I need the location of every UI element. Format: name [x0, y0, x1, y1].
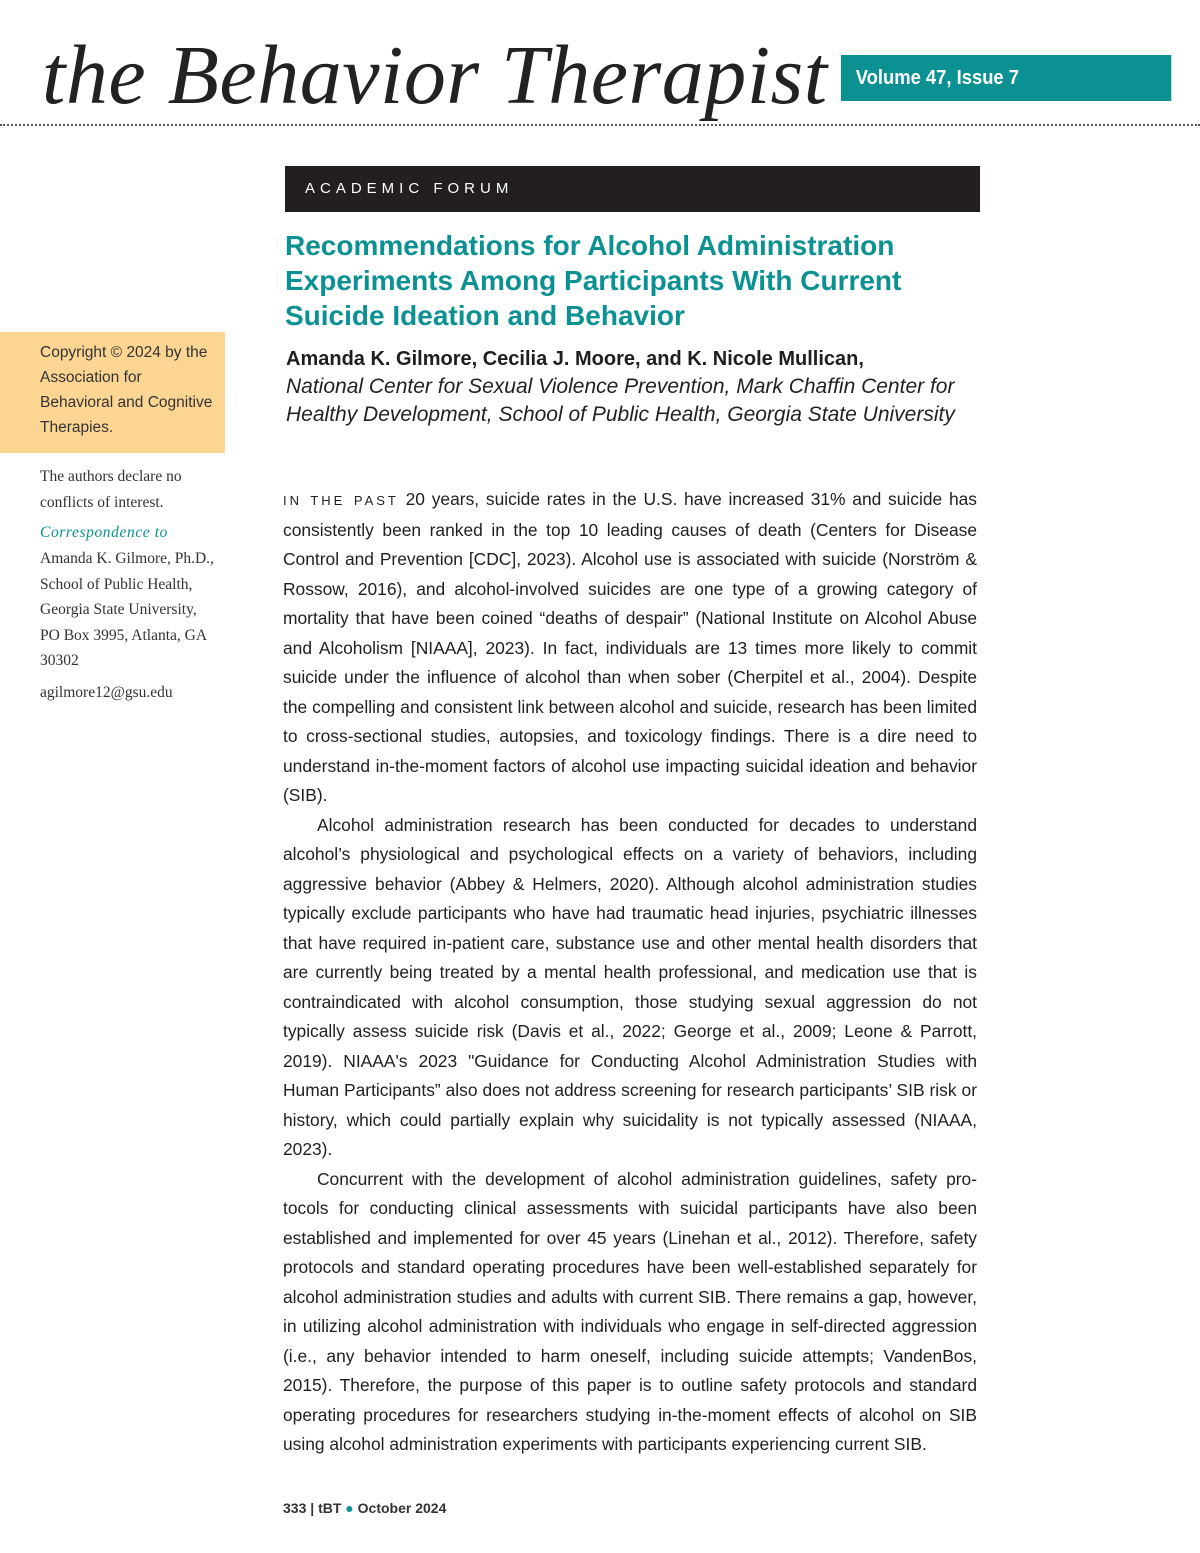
footer-journal-abbrev: tBT [318, 1500, 342, 1516]
page-footer [283, 1500, 446, 1516]
footer-date: October 2024 [357, 1500, 447, 1516]
section-label: ACADEMIC FORUM [285, 166, 980, 212]
journal-title: the Behavior Therapist [42, 29, 828, 122]
article-body [283, 485, 977, 1460]
body-paragraph-2: Alcohol administration research has been conducted for decades to understand alcohol’s physiological and psychological effects on a variety of behaviors, including aggressive behavior (Abbey & Helmers, 2020). Although alcohol administration studies typically exclude participants who have had traumatic head injuries, psychiatric illnesses that have required in-patient care, substance use and other mental health disorders that are currently being treated by a mental health professional, and medication use that is contraindicated with alcohol consumption, those studying sexual aggression do not typically assess suicide risk (Davis et al., 2022; George et al., 2009; Leone & Parrott, 2019). NIAAA's 2023 "Guidance for Conducting Alcohol Administration Studies with Human Participants” also does not address screening for research participants’ SIB risk or history, which could partially explain why suicidality is not typically assessed (NIAAA, 2023). [283, 814, 977, 1159]
body-paragraph-3: Concurrent with the development of alcohol administration guidelines, safety protocols for conducting clinical assessments with suicidal participants have also been established and implemented for over 45 years (Linehan et al., 2012). Therefore, safety protocols and standard operating procedures have been well-established separately for alcohol administration studies and adults with current SIB. There remains a gap, however, in utilizing alcohol administration with individuals who engage in self-directed aggression (i.e., any behavior intended to harm oneself, including suicide attempts; VandenBos, 2015). Therefore, the purpose of this paper is to outline safety protocols and standard operating procedures for researchers studying in-the-moment effects of alcohol on SIB using alcohol administration experiments with participants experiencing current SIB. [283, 1168, 977, 1454]
correspondence-email: agilmore12@gsu.edu [40, 684, 173, 701]
lead-in-smallcaps: IN THE PAST [283, 493, 399, 508]
footer-bullet-icon: ● [345, 1500, 354, 1516]
volume-issue-badge: Volume 47, Issue 7 [841, 55, 1171, 101]
page-number: 333 [283, 1500, 307, 1516]
article-authors: Amanda K. Gilmore, Cecilia J. Moore, and K. Nicole Mullican, [286, 348, 864, 370]
article-title: Recommendations for Alcohol Administration Experiments Among Participants With Current Suicide Ideation and Behavior [285, 230, 902, 331]
body-paragraph-1 [283, 485, 977, 811]
header-divider [0, 124, 1200, 126]
article-affiliation: National Center for Sexual Violence Prevention, Mark Chaffin Center for Healthy Development, School of Public Health, Georgia State University [286, 375, 955, 426]
footer-separator: | [310, 1500, 315, 1516]
conflicts-statement: The authors declare no conflicts of interest. [40, 468, 182, 511]
correspondence-heading: Correspondence to [40, 524, 169, 541]
correspondence-address: Amanda K. Gilmore, Ph.D., School of Public Health, Georgia State University, PO Box 3995, Atlanta, GA 30302 [40, 550, 214, 669]
paragraph-1-text: 20 years, suicide rates in the U.S. have increased 31% and suicide has consistently been ranked in the top 10 leading causes of death (Centers for Disease Control and Prevention [CDC], 2023). Alcohol use is associated with suicide (Norström & Rossow, 2016), and alcohol-involved suicides are one type of a growing category of mortality that have been coined “deaths of despair” (National Institute on Alcohol Abuse and Alcoholism [NIAAA], 2023). In fact, individuals are 13 times more likely to commit suicide under the influence of alcohol than when sober (Cherpitel et al., 2004). Despite the compelling and consistent link between alcohol and suicide, research has been limited to cross-sectional studies, autopsies, and toxicology findings. There is a dire need to understand in-the-moment factors of alcohol use impacting suicidal ideation and behavior (SIB). [283, 489, 977, 805]
copyright-notice: Copyright © 2024 by the Association for Behavioral and Cognitive Therapies. [0, 332, 225, 453]
